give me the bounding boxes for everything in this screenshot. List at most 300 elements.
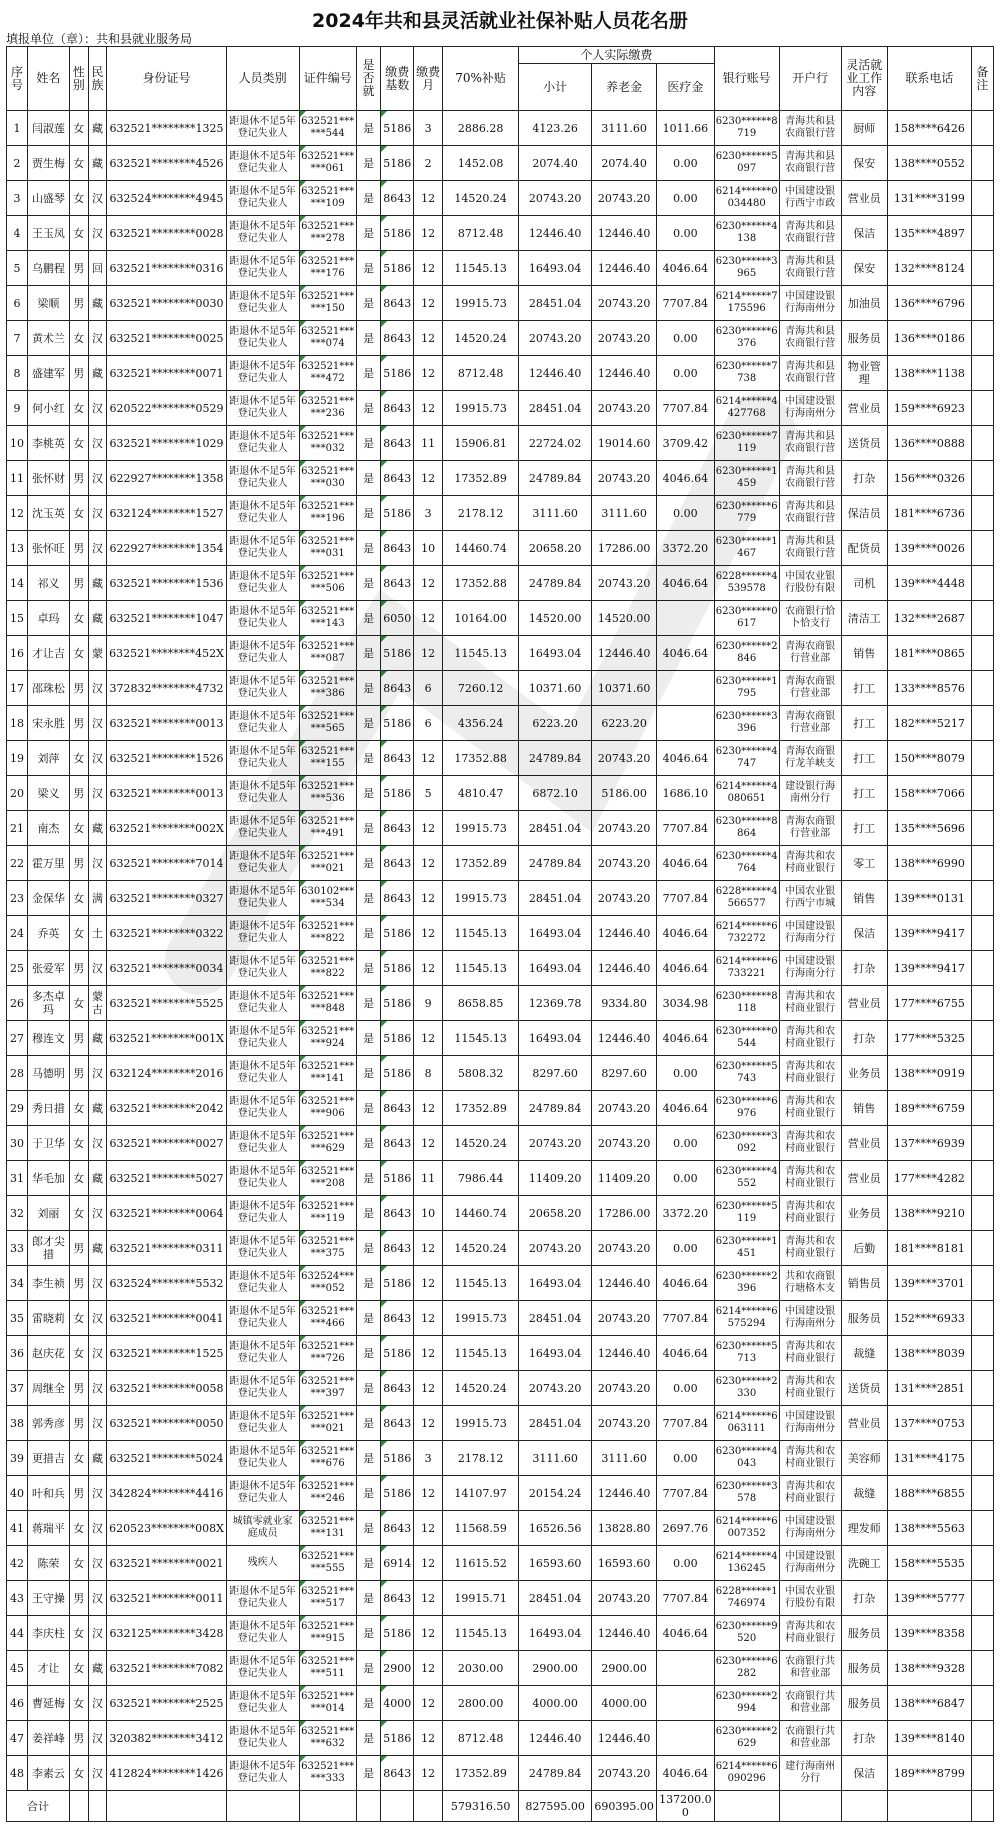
cell-pension: 12446.40 [592,251,657,286]
cell-category: 距退休不足5年登记失业人 [226,1056,299,1091]
cell-remark [971,846,993,881]
cell-gender: 男 [69,1231,88,1266]
cell-id-number: 632521********0013 [107,776,226,811]
cell-cert-number: 632521******822 [299,916,356,951]
cell-medical: 7707.84 [657,811,714,846]
table-row [7,1231,994,1266]
total-pension: 690395.00 [592,1791,657,1822]
cell-subtotal: 24789.84 [519,741,592,776]
cell-category: 距退休不足5年登记失业人 [226,1301,299,1336]
cell-base: 4000 [381,1686,414,1721]
cell-bank: 青海共和县农商银行营 [779,111,841,146]
cell-base: 5186 [381,216,414,251]
cell-employed: 是 [356,391,380,426]
cell-cert-number: 632521******141 [299,1056,356,1091]
cell-subtotal: 12446.40 [519,1721,592,1756]
cell-medical: 0.00 [657,1371,714,1406]
cell-subsidy: 15906.81 [443,426,519,461]
cell-id-number: 632521********1536 [107,566,226,601]
cell-employed: 是 [356,1301,380,1336]
cell-medical: 0.00 [657,1161,714,1196]
cell-subtotal: 8297.60 [519,1056,592,1091]
cell-id-number: 632521********5525 [107,986,226,1021]
cell-months: 12 [414,1406,443,1441]
cell-months: 12 [414,1371,443,1406]
cell-category: 距退休不足5年登记失业人 [226,531,299,566]
cell-base: 5186 [381,496,414,531]
cell-months: 10 [414,531,443,566]
cell-base: 8643 [381,671,414,706]
cell-seq: 17 [7,671,28,706]
cell-phone: 158****7066 [887,776,971,811]
cell-gender: 女 [69,1161,88,1196]
cell-seq: 14 [7,566,28,601]
cell-medical [657,1721,714,1756]
table-row [7,1546,994,1581]
cell-remark [971,566,993,601]
cell-employed: 是 [356,636,380,671]
cell-seq: 45 [7,1651,28,1686]
cell-pension: 20743.20 [592,741,657,776]
cell-job: 打工 [841,671,887,706]
cell-category: 距退休不足5年登记失业人 [226,636,299,671]
cell-phone: 133****8576 [887,671,971,706]
cell-category: 距退休不足5年登记失业人 [226,601,299,636]
cell-seq: 22 [7,846,28,881]
cell-remark [971,1161,993,1196]
cell-medical: 0.00 [657,1441,714,1476]
cell-job: 裁缝 [841,1476,887,1511]
table-row [7,706,994,741]
cell-employed: 是 [356,706,380,741]
cell-account: 6230******4552 [714,1161,779,1196]
cell-bank: 青海共和县农商银行营 [779,496,841,531]
cell-remark [971,1686,993,1721]
cell-id-number: 620523********008X [107,1511,226,1546]
cell-account: 6214******6575294 [714,1301,779,1336]
cell-phone: 189****8799 [887,1756,971,1791]
roster-body [7,111,994,1791]
cell-remark [971,1301,993,1336]
cell-ethnicity: 汉 [88,321,107,356]
cell-subsidy: 17352.89 [443,846,519,881]
cell-subsidy: 11615.52 [443,1546,519,1581]
cell-medical [657,1651,714,1686]
cell-name: 华毛加 [27,1161,69,1196]
cell-pension: 17286.00 [592,531,657,566]
cell-cert-number: 632521******021 [299,846,356,881]
cell-medical: 4046.64 [657,916,714,951]
cell-account: 6230******3396 [714,706,779,741]
cell-ethnicity: 汉 [88,1686,107,1721]
cell-cert-number: 632521******632 [299,1721,356,1756]
table-row [7,1686,994,1721]
cell-base: 8643 [381,1581,414,1616]
cell-category: 距退休不足5年登记失业人 [226,1126,299,1161]
cell-job: 理发师 [841,1511,887,1546]
cell-bank: 农商银行共和营业部 [779,1651,841,1686]
cell-subsidy: 11545.13 [443,916,519,951]
cell-cert-number: 632521******176 [299,251,356,286]
cell-gender: 女 [69,1511,88,1546]
table-row [7,356,994,391]
cell-phone: 158****5535 [887,1546,971,1581]
cell-category: 距退休不足5年登记失业人 [226,1021,299,1056]
cell-gender: 男 [69,1021,88,1056]
cell-cert-number: 632521******848 [299,986,356,1021]
cell-base: 5186 [381,776,414,811]
cell-employed: 是 [356,811,380,846]
cell-name: 贾生梅 [27,146,69,181]
cell-cert-number: 630102******534 [299,881,356,916]
cell-name: 秀日措 [27,1091,69,1126]
cell-remark [971,1441,993,1476]
table-row [7,811,994,846]
cell-subsidy: 2178.12 [443,1441,519,1476]
cell-id-number: 632521********0322 [107,916,226,951]
cell-phone: 139****4448 [887,566,971,601]
cell-job: 打杂 [841,461,887,496]
cell-job: 营业员 [841,391,887,426]
cell-seq: 33 [7,1231,28,1266]
cell-medical: 0.00 [657,216,714,251]
cell-gender: 女 [69,1441,88,1476]
cell-remark [971,601,993,636]
cell-subtotal: 14520.00 [519,601,592,636]
cell-base: 2900 [381,1651,414,1686]
cell-seq: 10 [7,426,28,461]
cell-subtotal: 24789.84 [519,461,592,496]
cell-phone: 137****0753 [887,1406,971,1441]
cell-job: 打杂 [841,1581,887,1616]
cell-base: 5186 [381,251,414,286]
cell-base: 5186 [381,1476,414,1511]
header-medical: 医疗金 [657,64,714,111]
cell-pension: 12446.40 [592,216,657,251]
cell-account: 6214******4136245 [714,1546,779,1581]
cell-medical [657,706,714,741]
cell-ethnicity: 汉 [88,706,107,741]
cell-category: 距退休不足5年登记失业人 [226,321,299,356]
cell-job: 营业员 [841,986,887,1021]
cell-employed: 是 [356,1196,380,1231]
cell-subtotal: 16526.56 [519,1511,592,1546]
cell-base: 5186 [381,1721,414,1756]
cell-employed: 是 [356,111,380,146]
cell-employed: 是 [356,426,380,461]
cell-seq: 48 [7,1756,28,1791]
cell-subsidy: 19915.73 [443,391,519,426]
cell-months: 12 [414,286,443,321]
cell-gender: 女 [69,321,88,356]
cell-job: 送货员 [841,1371,887,1406]
cell-medical [657,601,714,636]
cell-pension: 8297.60 [592,1056,657,1091]
cell-subtotal: 20743.20 [519,1126,592,1161]
cell-ethnicity: 藏 [88,1161,107,1196]
cell-gender: 女 [69,111,88,146]
table-row [7,1161,994,1196]
cell-category: 距退休不足5年登记失业人 [226,181,299,216]
table-row [7,1056,994,1091]
cell-ethnicity: 藏 [88,286,107,321]
cell-seq: 43 [7,1581,28,1616]
cell-remark [971,146,993,181]
cell-id-number: 632521********0028 [107,216,226,251]
cell-category: 距退休不足5年登记失业人 [226,671,299,706]
cell-seq: 40 [7,1476,28,1511]
cell-subtotal: 3111.60 [519,1441,592,1476]
cell-seq: 7 [7,321,28,356]
cell-ethnicity: 汉 [88,1581,107,1616]
cell-name: 邵珠松 [27,671,69,706]
cell-pension: 12446.40 [592,1476,657,1511]
cell-seq: 11 [7,461,28,496]
cell-gender: 女 [69,1651,88,1686]
cell-phone: 139****8140 [887,1721,971,1756]
cell-job: 保安 [841,146,887,181]
cell-seq: 24 [7,916,28,951]
cell-id-number: 632124********1527 [107,496,226,531]
cell-remark [971,531,993,566]
cell-name: 祁义 [27,566,69,601]
cell-job: 营业员 [841,1161,887,1196]
cell-employed: 是 [356,1231,380,1266]
cell-gender: 男 [69,286,88,321]
cell-bank: 农商银行恰卜恰支行 [779,601,841,636]
cell-seq: 1 [7,111,28,146]
cell-cert-number: 632521******236 [299,391,356,426]
cell-ethnicity: 汉 [88,1546,107,1581]
cell-pension: 14520.00 [592,601,657,636]
cell-subsidy: 8712.48 [443,216,519,251]
cell-id-number: 320382********3412 [107,1721,226,1756]
cell-employed: 是 [356,1371,380,1406]
cell-remark [971,1056,993,1091]
cell-employed: 是 [356,321,380,356]
cell-employed: 是 [356,1161,380,1196]
table-row [7,181,994,216]
cell-ethnicity: 藏 [88,601,107,636]
cell-job: 打工 [841,776,887,811]
cell-bank: 中国建设银行海南州分 [779,1546,841,1581]
cell-ethnicity: 藏 [88,566,107,601]
cell-months: 12 [414,1686,443,1721]
cell-phone: 139****5777 [887,1581,971,1616]
cell-subtotal: 16493.04 [519,1266,592,1301]
table-row [7,636,994,671]
cell-subsidy: 7986.44 [443,1161,519,1196]
cell-seq: 37 [7,1371,28,1406]
cell-phone: 156****0326 [887,461,971,496]
cell-cert-number: 632521******906 [299,1091,356,1126]
cell-remark [971,1406,993,1441]
cell-cert-number: 632521******032 [299,426,356,461]
cell-id-number: 620522********0529 [107,391,226,426]
cell-category: 距退休不足5年登记失业人 [226,1266,299,1301]
cell-employed: 是 [356,181,380,216]
cell-subsidy: 14520.24 [443,1371,519,1406]
cell-name: 宋永胜 [27,706,69,741]
table-row [7,916,994,951]
cell-months: 12 [414,1301,443,1336]
cell-seq: 15 [7,601,28,636]
header-base: 缴费基数 [381,47,414,111]
cell-medical: 0.00 [657,321,714,356]
cell-pension: 20743.20 [592,1231,657,1266]
cell-pension: 20743.20 [592,1126,657,1161]
cell-name: 黄术兰 [27,321,69,356]
table-row [7,1406,994,1441]
cell-subsidy: 14520.24 [443,1231,519,1266]
cell-medical: 4046.64 [657,461,714,496]
cell-gender: 女 [69,391,88,426]
cell-gender: 女 [69,1301,88,1336]
cell-employed: 是 [356,951,380,986]
cell-cert-number: 632521******924 [299,1021,356,1056]
cell-account: 6230******7119 [714,426,779,461]
cell-bank: 青海共和县农商银行营 [779,426,841,461]
cell-category: 距退休不足5年登记失业人 [226,776,299,811]
cell-subsidy: 19915.73 [443,286,519,321]
cell-gender: 女 [69,1686,88,1721]
cell-months: 12 [414,601,443,636]
cell-name: 霍万里 [27,846,69,881]
cell-category: 残疾人 [226,1546,299,1581]
cell-pension: 4000.00 [592,1686,657,1721]
cell-account: 6230******5743 [714,1056,779,1091]
cell-category: 距退休不足5年登记失业人 [226,881,299,916]
cell-cert-number: 632521******397 [299,1371,356,1406]
cell-phone: 189****6759 [887,1091,971,1126]
cell-pension: 20743.20 [592,461,657,496]
cell-ethnicity: 藏 [88,146,107,181]
cell-medical: 4046.64 [657,1021,714,1056]
cell-seq: 19 [7,741,28,776]
cell-phone: 139****0131 [887,881,971,916]
cell-job: 零工 [841,846,887,881]
cell-category: 距退休不足5年登记失业人 [226,356,299,391]
cell-cert-number: 632521******087 [299,636,356,671]
cell-pension: 12446.40 [592,1616,657,1651]
cell-seq: 31 [7,1161,28,1196]
cell-account: 6228******4539578 [714,566,779,601]
cell-gender: 女 [69,216,88,251]
cell-ethnicity: 汉 [88,1476,107,1511]
cell-subsidy: 14460.74 [443,1196,519,1231]
cell-phone: 132****2687 [887,601,971,636]
cell-phone: 139****9417 [887,916,971,951]
cell-remark [971,1231,993,1266]
cell-pension: 6223.20 [592,706,657,741]
cell-remark [971,496,993,531]
cell-account: 6230******2629 [714,1721,779,1756]
cell-account: 6228******1746974 [714,1581,779,1616]
cell-months: 3 [414,111,443,146]
cell-category: 距退休不足5年登记失业人 [226,391,299,426]
header-bank: 开户行 [779,47,841,111]
cell-base: 8643 [381,1196,414,1231]
cell-bank: 青海农商银行营业部 [779,706,841,741]
cell-cert-number: 632521******726 [299,1336,356,1371]
cell-bank: 青海农商银行营业部 [779,636,841,671]
cell-base: 5186 [381,146,414,181]
cell-bank: 青海共和农村商业银行 [779,846,841,881]
cell-base: 5186 [381,706,414,741]
cell-remark [971,251,993,286]
cell-id-number: 622927********1354 [107,531,226,566]
cell-employed: 是 [356,1616,380,1651]
cell-subtotal: 20743.20 [519,181,592,216]
cell-months: 8 [414,1056,443,1091]
cell-cert-number: 632521******544 [299,111,356,146]
cell-id-number: 632521********0021 [107,1546,226,1581]
cell-id-number: 632521********0030 [107,286,226,321]
table-row [7,741,994,776]
cell-pension: 20743.20 [592,1091,657,1126]
cell-account: 6230******5097 [714,146,779,181]
cell-remark [971,1196,993,1231]
table-row [7,1581,994,1616]
reporting-unit: 填报单位（章）：共和县就业服务局 [6,32,193,46]
cell-name: 梁义 [27,776,69,811]
cell-months: 12 [414,356,443,391]
cell-seq: 13 [7,531,28,566]
cell-subsidy: 11545.13 [443,636,519,671]
cell-subtotal: 16493.04 [519,1021,592,1056]
cell-employed: 是 [356,881,380,916]
cell-ethnicity: 汉 [88,1056,107,1091]
cell-subsidy: 2800.00 [443,1686,519,1721]
cell-medical: 4046.64 [657,1616,714,1651]
table-row [7,601,994,636]
cell-bank: 中国农业银行西宁市城 [779,881,841,916]
cell-subtotal: 6872.10 [519,776,592,811]
cell-cert-number: 632521******074 [299,321,356,356]
cell-bank: 青海共和县农商银行营 [779,251,841,286]
cell-medical: 7707.84 [657,1581,714,1616]
cell-subtotal: 12446.40 [519,216,592,251]
cell-phone: 138****0919 [887,1056,971,1091]
table-row [7,1651,994,1686]
table-row [7,671,994,706]
cell-account: 6228******4566577 [714,881,779,916]
cell-account: 6214******6732272 [714,916,779,951]
cell-bank: 青海共和农村商业银行 [779,1196,841,1231]
cell-id-number: 632521********0013 [107,706,226,741]
cell-subtotal: 6223.20 [519,706,592,741]
cell-subtotal: 20154.24 [519,1476,592,1511]
cell-bank: 中国建设银行海南州分 [779,1511,841,1546]
cell-subtotal: 28451.04 [519,1301,592,1336]
cell-medical: 3372.20 [657,531,714,566]
cell-bank: 青海共和农村商业银行 [779,1476,841,1511]
cell-bank: 青海共和农村商业银行 [779,1371,841,1406]
cell-category: 距退休不足5年登记失业人 [226,1441,299,1476]
cell-base: 8643 [381,566,414,601]
cell-pension: 20743.20 [592,286,657,321]
table-row [7,1266,994,1301]
cell-bank: 青海共和县农商银行营 [779,216,841,251]
cell-seq: 44 [7,1616,28,1651]
cell-medical: 4046.64 [657,636,714,671]
cell-id-number: 632521********5024 [107,1441,226,1476]
cell-gender: 男 [69,356,88,391]
cell-category: 距退休不足5年登记失业人 [226,741,299,776]
cell-name: 马德明 [27,1056,69,1091]
cell-gender: 女 [69,146,88,181]
cell-remark [971,391,993,426]
